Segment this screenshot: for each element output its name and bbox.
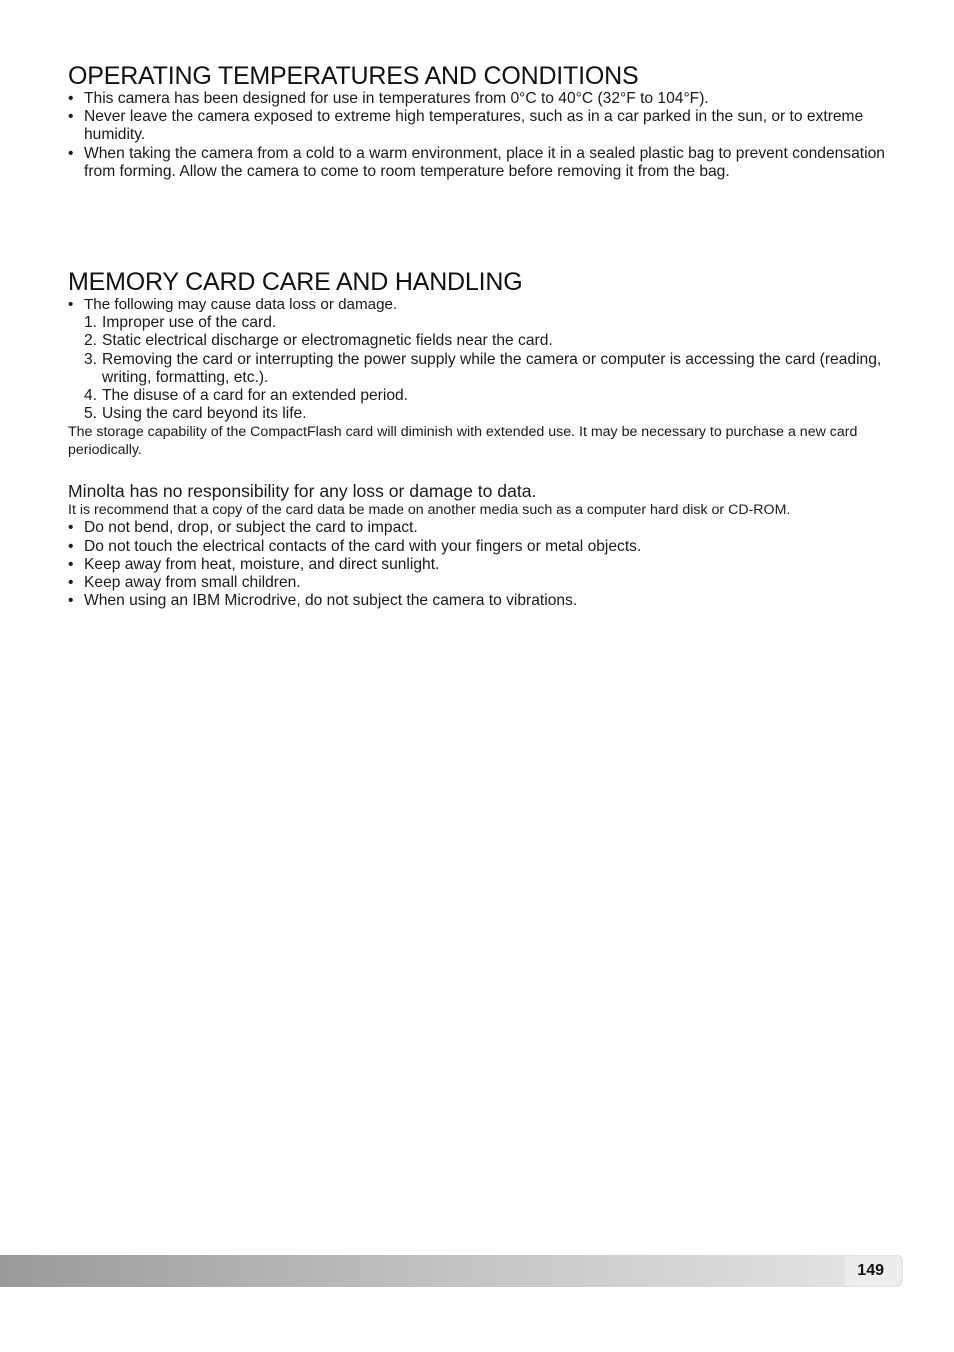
responsibility-heading: Minolta has no responsibility for any loss or damage to data. [68, 481, 537, 502]
handling-bullet: • Keep away from small children. [68, 574, 890, 592]
handling-bullets [68, 519, 890, 610]
handling-bullet: • When using an IBM Microdrive, do not subject the camera to vibrations. [68, 592, 890, 610]
operating-bullet: • When taking the camera from a cold to a warm environment, place it in a sealed plastic bag to prevent condensation from forming. Allow the camera to come to room temperature before removing it from the bag. [68, 145, 890, 181]
cause-text: Static electrical discharge or electromagnetic fields near the card. [102, 332, 553, 350]
memory-section [68, 268, 890, 610]
cause-number: 3. [84, 350, 98, 368]
storage-note: The storage capability of the CompactFlash card will diminish with extended use. It may be necessary to purchase a new card periodically. [68, 424, 858, 459]
cause-item [84, 332, 890, 350]
cause-item [84, 314, 890, 332]
footer-bar [0, 1255, 903, 1287]
backup-note: It is recommend that a copy of the card data be made on another media such as a computer hard disk or CD-ROM. [68, 502, 791, 519]
handling-bullet: • Do not bend, drop, or subject the card to impact. [68, 519, 890, 537]
cause-number: 2. [84, 332, 98, 350]
page-number: 149 [857, 1262, 884, 1279]
operating-section [68, 62, 890, 181]
memory-title: MEMORY CARD CARE AND HANDLING [68, 268, 523, 296]
cause-text: Using the card beyond its life. [102, 405, 307, 423]
cause-number: 5. [84, 405, 98, 423]
operating-bullet: • This camera has been designed for use in temperatures from 0°C to 40°C (32°F to 104°F). [68, 90, 890, 108]
handling-bullet: • Do not touch the electrical contacts of the card with your fingers or metal objects. [68, 538, 890, 556]
cause-item [84, 387, 890, 405]
memory-causes-list [68, 314, 890, 423]
cause-number: 1. [84, 314, 98, 332]
cause-item [84, 405, 890, 423]
cause-number: 4. [84, 387, 98, 405]
operating-bullet: • Never leave the camera exposed to extreme high temperatures, such as in a car parked in the sun, or to extreme humidity. [68, 108, 890, 144]
cause-item [84, 351, 890, 387]
handling-bullet: • Keep away from heat, moisture, and direct sunlight. [68, 556, 890, 574]
operating-title: OPERATING TEMPERATURES AND CONDITIONS [68, 62, 639, 90]
memory-intro-list [68, 296, 890, 314]
page-number-tab [845, 1256, 901, 1286]
operating-bullets [68, 90, 890, 181]
cause-text: Improper use of the card. [102, 314, 277, 332]
cause-text: Removing the card or interrupting the power supply while the camera or computer is accessing the card (reading, writing, formatting, etc.). [102, 350, 882, 386]
cause-text: The disuse of a card for an extended period. [102, 387, 409, 405]
memory-intro-bullet: • The following may cause data loss or damage. [68, 296, 890, 314]
